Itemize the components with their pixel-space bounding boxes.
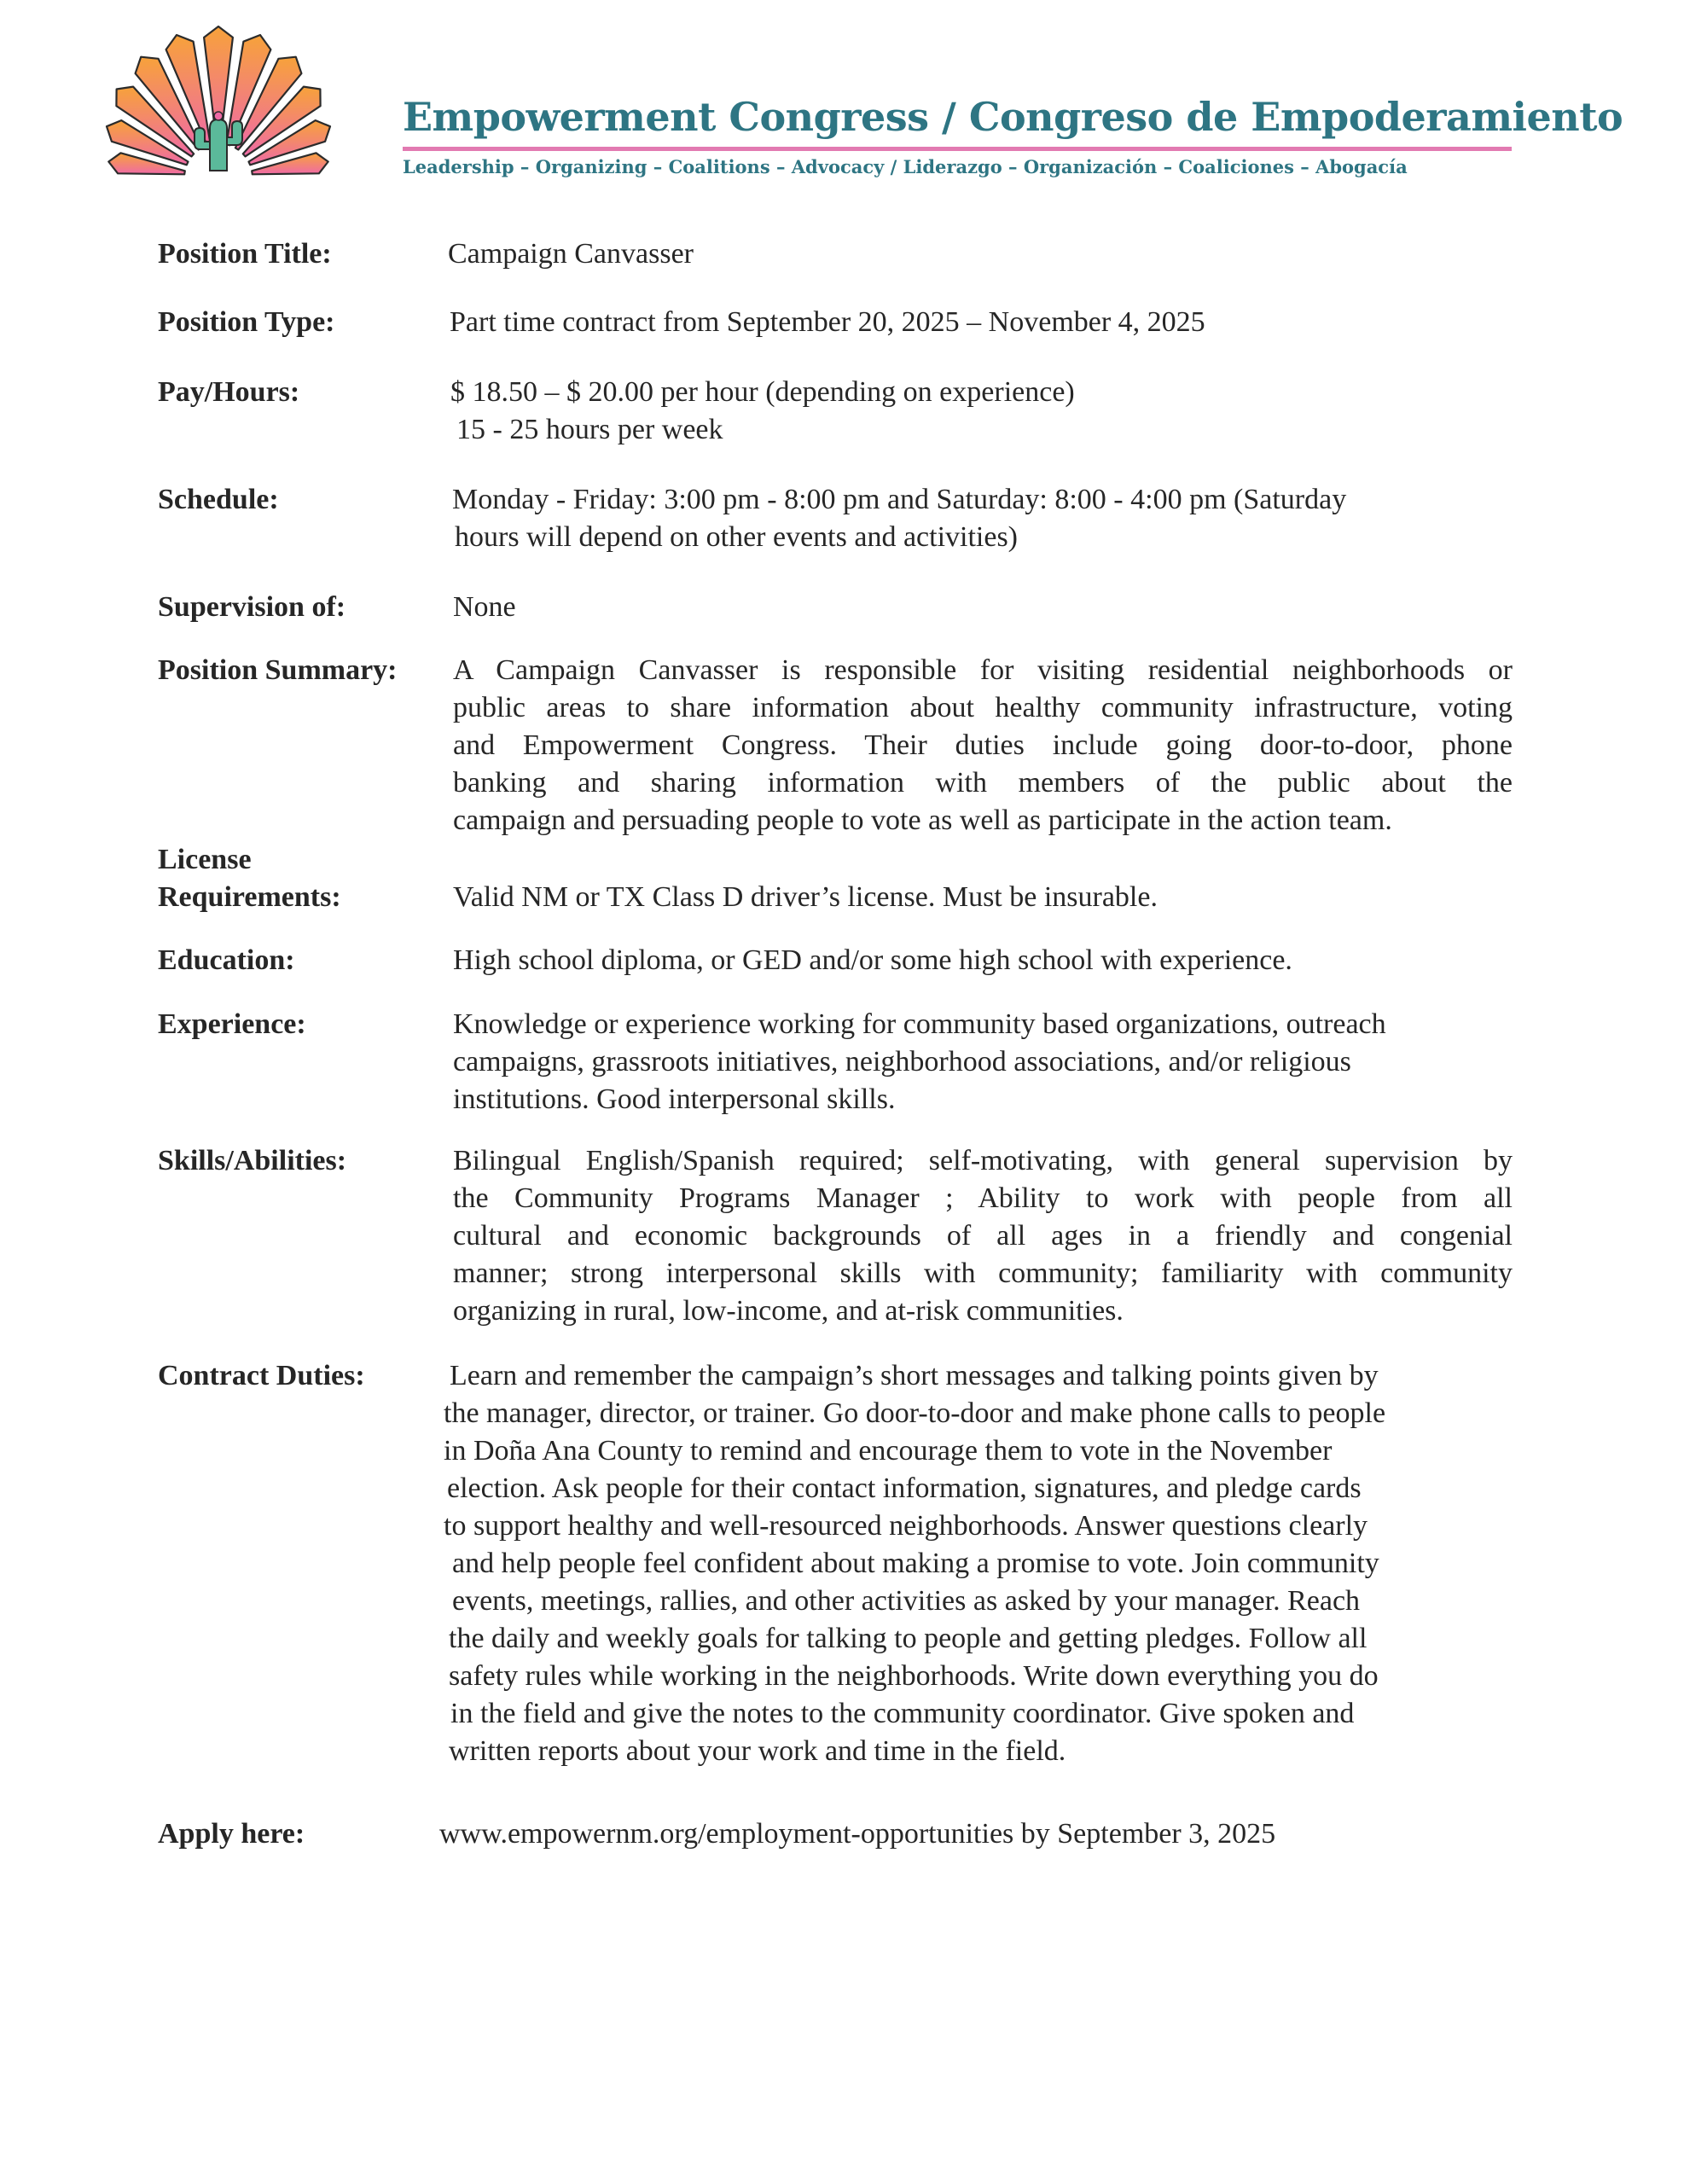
- duties-line: Learn and remember the campaign’s short messages and talking points given by: [450, 1360, 1379, 1391]
- education-label: Education:: [158, 944, 295, 976]
- org-name: Empowerment Congress / Congreso de Empoderamiento: [403, 94, 1623, 140]
- header-divider: [403, 147, 1512, 151]
- skills-line: the Community Programs Manager ; Ability to work with people from all: [453, 1182, 1513, 1214]
- contract-duties-value: [444, 1357, 1385, 1770]
- duties-line: election. Ask people for their contact information, signatures, and pledge cards: [447, 1472, 1362, 1504]
- experience-line: campaigns, grassroots initiatives, neighborhood associations, and/or religious: [453, 1046, 1351, 1077]
- schedule-line: hours will depend on other events and activities): [455, 521, 1018, 553]
- hours-line: 15 - 25 hours per week: [456, 414, 723, 445]
- license-label-line1: License: [158, 844, 252, 875]
- summary-line: public areas to share information about healthy community infrastructure, voting: [453, 692, 1513, 723]
- position-title-value: Campaign Canvasser: [448, 238, 694, 270]
- apply-label: Apply here:: [158, 1818, 305, 1850]
- duties-line: safety rules while working in the neighborhoods. Write down everything you do: [449, 1660, 1379, 1692]
- skills-line: organizing in rural, low-income, and at-risk communities.: [453, 1295, 1124, 1327]
- position-type-label: Position Type:: [158, 306, 335, 338]
- skills-line: cultural and economic backgrounds of all ages in a friendly and congenial: [453, 1220, 1513, 1252]
- duties-line: in Doña Ana County to remind and encourage them to vote in the November: [444, 1435, 1333, 1467]
- schedule-line: Monday - Friday: 3:00 pm - 8:00 pm and Saturday: 8:00 - 4:00 pm (Saturday: [452, 484, 1347, 515]
- position-summary-value: [453, 652, 1513, 839]
- position-title-label: Position Title:: [158, 238, 332, 270]
- apply-link[interactable]: www.empowernm.org/employment-opportunities by September 3, 2025: [439, 1818, 1276, 1850]
- education-value: High school diploma, or GED and/or some high school with experience.: [453, 944, 1292, 976]
- pay-hours-value: [450, 374, 1075, 449]
- experience-line: institutions. Good interpersonal skills.: [453, 1083, 896, 1115]
- duties-line: to support healthy and well-resourced neighborhoods. Answer questions clearly: [444, 1510, 1368, 1542]
- skills-value: [453, 1142, 1513, 1330]
- summary-line: banking and sharing information with members of the public about the: [453, 767, 1513, 799]
- position-summary-label: Position Summary:: [158, 654, 398, 686]
- experience-label: Experience:: [158, 1008, 306, 1040]
- sun-cactus-logo: [75, 26, 365, 179]
- duties-line: and help people feel confident about making a promise to vote. Join community: [452, 1548, 1379, 1579]
- pay-hours-label: Pay/Hours:: [158, 376, 300, 408]
- experience-value: [453, 1006, 1386, 1118]
- duties-line: the manager, director, or trainer. Go door-to-door and make phone calls to people: [444, 1397, 1386, 1429]
- experience-line: Knowledge or experience working for community based organizations, outreach: [453, 1008, 1386, 1040]
- duties-line: in the field and give the notes to the community coordinator. Give spoken and: [450, 1698, 1355, 1729]
- skills-line: manner; strong interpersonal skills with community; familiarity with community: [453, 1258, 1513, 1289]
- pay-rate-line: $ 18.50 – $ 20.00 per hour (depending on experience): [450, 376, 1075, 408]
- duties-line: the daily and weekly goals for talking to people and getting pledges. Follow all: [449, 1623, 1368, 1654]
- summary-line: A Campaign Canvasser is responsible for visiting residential neighborhoods or: [453, 654, 1513, 686]
- duties-line: events, meetings, rallies, and other activities as asked by your manager. Reach: [452, 1585, 1361, 1617]
- schedule-label: Schedule:: [158, 484, 279, 515]
- schedule-value: [452, 481, 1346, 556]
- supervision-label: Supervision of:: [158, 591, 346, 623]
- license-value: Valid NM or TX Class D driver’s license. Must be insurable.: [453, 881, 1158, 913]
- summary-line: campaign and persuading people to vote as well as participate in the action team.: [453, 804, 1392, 836]
- license-label-line2: Requirements:: [158, 881, 341, 913]
- skills-line: Bilingual English/Spanish required; self-motivating, with general supervision by: [453, 1145, 1513, 1176]
- contract-duties-label: Contract Duties:: [158, 1360, 365, 1391]
- skills-label: Skills/Abilities:: [158, 1145, 347, 1176]
- position-type-value: Part time contract from September 20, 2025 – November 4, 2025: [450, 306, 1205, 338]
- summary-line: and Empowerment Congress. Their duties include going door-to-door, phone: [453, 729, 1513, 761]
- org-tagline: Leadership – Organizing – Coalitions – Advocacy / Liderazgo – Organización – Coaliciones – Abogacía: [403, 156, 1408, 177]
- duties-line: written reports about your work and time in the field.: [449, 1735, 1066, 1767]
- supervision-value: None: [453, 591, 516, 623]
